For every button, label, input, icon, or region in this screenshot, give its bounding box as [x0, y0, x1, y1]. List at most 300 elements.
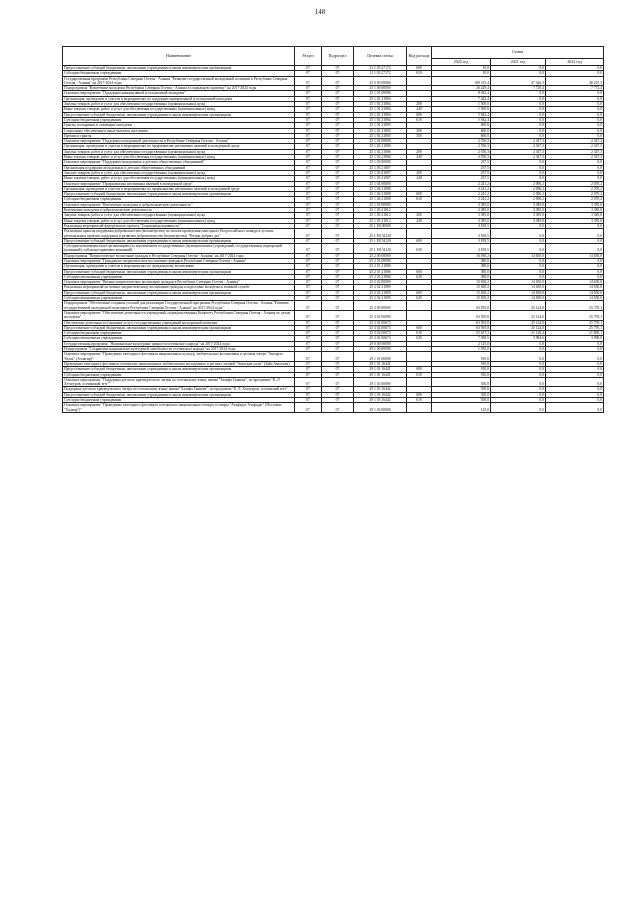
cell-subsection: 07	[322, 218, 354, 223]
cell-section: 07	[295, 165, 322, 170]
cell-target: 25 3 02 00673	[354, 331, 407, 336]
cell-sum-2021: 14 650,0	[491, 296, 546, 301]
cell-subsection: 07	[322, 398, 354, 403]
cell-expense-type: 600	[407, 392, 432, 397]
cell-sum-2021: 0,0	[491, 128, 546, 133]
cell-subsection: 07	[322, 176, 354, 181]
cell-sum-2020: 26 229,4	[432, 86, 491, 91]
cell-sum-2022: 25 795,1	[546, 301, 604, 311]
header-subsection: Подраздел	[322, 47, 354, 66]
cell-section: 07	[295, 347, 322, 352]
cell-sum-2022: 0,0	[546, 244, 604, 254]
cell-target: 25 1 E8 00000	[354, 223, 407, 228]
cell-target: 25 1 02 21806	[354, 149, 407, 154]
cell-sum-2020: 125,0	[432, 403, 491, 413]
cell-sum-2022: 0,0	[546, 160, 604, 165]
cell-subsection: 07	[322, 71, 354, 76]
cell-expense-type: 600	[407, 325, 432, 330]
cell-target: 25 1 E8 54120	[354, 229, 407, 239]
cell-sum-2021: 0,0	[491, 107, 546, 112]
cell-sum-2020: 16 030,2	[432, 253, 491, 258]
cell-section: 07	[295, 336, 322, 341]
cell-section: 07	[295, 403, 322, 413]
cell-subsection: 07	[322, 280, 354, 285]
cell-expense-type: 240	[407, 176, 432, 181]
cell-sum-2021: 0,0	[491, 176, 546, 181]
cell-sum-2022: 25 795,1	[546, 310, 604, 320]
table-row	[63, 403, 604, 413]
table-header	[63, 47, 604, 66]
cell-subsection: 07	[322, 269, 354, 274]
cell-sum-2020: 3 818,5	[432, 229, 491, 239]
cell-sum-2022: 7 772,4	[546, 86, 604, 91]
cell-sum-2022: 0,0	[546, 123, 604, 128]
cell-name: Субсидии бюджетным учреждениям	[63, 117, 295, 122]
cell-section: 07	[295, 91, 322, 96]
cell-sum-2022: 0,0	[546, 96, 604, 101]
cell-sum-2020: 2 556,3	[432, 155, 491, 160]
cell-subsection: 07	[322, 86, 354, 91]
header-sum: Сумма	[432, 47, 604, 59]
cell-name: Иные закупки товаров, работ и услуг для обеспечения государственных (муниципальных) нужд	[63, 107, 295, 112]
cell-subsection: 07	[322, 160, 354, 165]
cell-expense-type: 200	[407, 149, 432, 154]
budget-table-sheet	[62, 46, 603, 413]
cell-sum-2022: 0,0	[546, 367, 604, 372]
cell-section: 07	[295, 398, 322, 403]
cell-sum-2021: 0,0	[491, 96, 546, 101]
cell-sum-2022: 14 650,0	[546, 290, 604, 295]
cell-sum-2021: 0,0	[491, 91, 546, 96]
cell-target: 25 1 00 00000	[354, 86, 407, 91]
cell-sum-2021: 47 326,3	[491, 76, 546, 86]
cell-sum-2021: 0,0	[491, 66, 546, 71]
cell-sum-2021: 0,0	[491, 341, 546, 346]
cell-sum-2021: 0,0	[491, 403, 546, 413]
cell-subsection: 07	[322, 320, 354, 325]
cell-section: 07	[295, 280, 322, 285]
cell-target: 25 2 01 00000	[354, 258, 407, 263]
cell-subsection: 07	[322, 123, 354, 128]
cell-expense-type: 600	[407, 367, 432, 372]
cell-target: 25 1 03 21807	[354, 170, 407, 175]
cell-name: Гранты, поощрения и стипендии молодежи	[63, 123, 295, 128]
cell-sum-2020: 1 595,0	[432, 347, 491, 352]
cell-name: Закупка товаров, работ и услуг для обеспечения государственных (муниципальных) нужд	[63, 170, 295, 175]
cell-target: 21 1 03 27172	[354, 71, 407, 76]
cell-sum-2021: 3 385,0	[491, 213, 546, 218]
cell-expense-type: 630	[407, 244, 432, 254]
cell-section: 07	[295, 76, 322, 86]
cell-expense-type: 350	[407, 133, 432, 138]
cell-sum-2021: 0,0	[491, 269, 546, 274]
cell-sum-2021: 0,0	[491, 392, 546, 397]
cell-section: 07	[295, 117, 322, 122]
cell-sum-2021: 0,0	[491, 398, 546, 403]
cell-sum-2021: 3 385,0	[491, 202, 546, 207]
cell-section: 07	[295, 296, 322, 301]
cell-sum-2022: 14 650,0	[546, 253, 604, 258]
cell-sum-2021: 25 124,0	[491, 301, 546, 311]
cell-name: Основное мероприятие "Профилактика негативных явлений в молодежной среде"	[63, 181, 295, 186]
cell-sum-2020: 910,0	[432, 361, 491, 366]
cell-sum-2020: 237,5	[432, 170, 491, 175]
cell-target: 29 1 01 00000	[354, 352, 407, 362]
cell-subsection: 07	[322, 112, 354, 117]
cell-sum-2020: 350,0	[432, 392, 491, 397]
table-row	[63, 244, 604, 254]
cell-section: 07	[295, 301, 322, 311]
cell-sum-2021: 2 096,2	[491, 181, 546, 186]
cell-section: 07	[295, 112, 322, 117]
cell-subsection: 07	[322, 285, 354, 290]
cell-name: Основное мероприятие "Поддержка инициативной и талантливой молодежи"	[63, 91, 295, 96]
cell-sum-2021: 14 650,0	[491, 290, 546, 295]
cell-sum-2020: 15 650,2	[432, 290, 491, 295]
cell-name: Реализация практик поддержки добровольчества (волонтерства) по итогам проведения ежегодного Всероссийского конкурса лучших региональных практик поддержки и развития добровольчества (волонтерства) "Регион добрых дел"	[63, 229, 295, 239]
cell-section: 07	[295, 372, 322, 377]
cell-subsection: 07	[322, 403, 354, 413]
cell-sum-2022: 25 795,1	[546, 325, 604, 330]
cell-sum-2022: 2 347,3	[546, 139, 604, 144]
cell-section: 07	[295, 144, 322, 149]
cell-section: 07	[295, 96, 322, 101]
cell-name: Предоставление субсидий бюджетным, автономным учреждениям и иным некоммерческим организациям	[63, 367, 295, 372]
cell-target: 25 1 03 21807	[354, 165, 407, 170]
cell-sum-2021: 0,0	[491, 102, 546, 107]
cell-target: 21 1 03 27172	[354, 66, 407, 71]
cell-sum-2021: 0,0	[491, 229, 546, 239]
cell-sum-2020: 63 595,8	[432, 301, 491, 311]
cell-subsection: 07	[322, 208, 354, 213]
cell-section: 07	[295, 155, 322, 160]
cell-sum-2022: 3 385,0	[546, 208, 604, 213]
cell-target: 25 3 02 00673	[354, 336, 407, 341]
cell-section: 07	[295, 202, 322, 207]
table-row	[63, 76, 604, 86]
cell-name: Предоставление субсидий бюджетным, автономным учреждениям и иным некоммерческим организациям	[63, 192, 295, 197]
cell-sum-2021: 2 096,2	[491, 197, 546, 202]
cell-subsection: 07	[322, 213, 354, 218]
cell-target: 25 2 01 21806	[354, 264, 407, 269]
cell-section: 07	[295, 352, 322, 362]
cell-sum-2020: 3 385,0	[432, 213, 491, 218]
cell-sum-2020: 2 145,0	[432, 341, 491, 346]
cell-target: 25 2 02 21809	[354, 296, 407, 301]
cell-expense-type: 600	[407, 238, 432, 243]
cell-sum-2021: 0,0	[491, 123, 546, 128]
cell-target: 25 1 05 00000	[354, 202, 407, 207]
cell-section: 07	[295, 133, 322, 138]
cell-target: 25 1 02 00000	[354, 139, 407, 144]
cell-target: 25 3 02 00673	[354, 320, 407, 325]
cell-subsection: 07	[322, 361, 354, 366]
cell-sum-2022: 0,0	[546, 347, 604, 352]
cell-sum-2021: 0,0	[491, 387, 546, 392]
cell-sum-2021: 0,0	[491, 367, 546, 372]
cell-sum-2021: 2 096,2	[491, 192, 546, 197]
cell-sum-2022: 2 070,2	[546, 181, 604, 186]
cell-subsection: 07	[322, 347, 354, 352]
cell-sum-2020: 3 818,5	[432, 238, 491, 243]
cell-name: Основное мероприятие "Обеспечение деятельности учреждений, подведомственных Комитету Республики Северная Осетия - Алания по делам молодежи"	[63, 310, 295, 320]
cell-sum-2022: 0,0	[546, 66, 604, 71]
cell-target: 29 1 01 16441	[354, 367, 407, 372]
cell-target: 25 1 01 21805	[354, 128, 407, 133]
cell-name: Субсидии автономным учреждениям	[63, 336, 295, 341]
cell-subsection: 07	[322, 202, 354, 207]
cell-section: 07	[295, 367, 322, 372]
cell-target: 25 1 02 21806	[354, 144, 407, 149]
cell-sum-2022: 2 070,2	[546, 197, 604, 202]
cell-expense-type	[407, 310, 432, 320]
cell-target: 25 3 02 00000	[354, 310, 407, 320]
cell-sum-2020: 7 442,4	[432, 96, 491, 101]
cell-sum-2022: 0,0	[546, 387, 604, 392]
cell-target: 25 1 E8 54120	[354, 244, 407, 254]
cell-name: Основное мероприятие "Военно-патриотическое воспитание граждан в Республике Северная Осетия - Алания"	[63, 280, 295, 285]
cell-sum-2022: 0,0	[546, 128, 604, 133]
cell-subsection: 07	[322, 223, 354, 228]
cell-section: 07	[295, 223, 322, 228]
cell-subsection: 07	[322, 367, 354, 372]
cell-section: 07	[295, 253, 322, 258]
cell-sum-2020: 350,0	[432, 377, 491, 387]
cell-section: 07	[295, 341, 322, 346]
cell-sum-2022: 0,0	[546, 403, 604, 413]
cell-target: 25 1 04 21808	[354, 197, 407, 202]
cell-sum-2022: 0,0	[546, 238, 604, 243]
cell-name: Предоставление субсидий бюджетным, автономным учреждениям и иным некоммерческим организациям	[63, 290, 295, 295]
cell-subsection: 07	[322, 76, 354, 86]
cell-sum-2020: 63 595,8	[432, 320, 491, 325]
cell-target: 25 1 02 21806	[354, 155, 407, 160]
cell-name: Подпрограмма "Обеспечение создания условий для реализации Государственной программы Республики Северная Осетия - Алания "Развитие государственной молодежной политики в Республике Северная Осетия - Алания" на 2017-2024 годы"	[63, 301, 295, 311]
cell-section: 07	[295, 325, 322, 330]
cell-sum-2022: 3 385,0	[546, 218, 604, 223]
cell-sum-2020: 380,0	[432, 274, 491, 279]
cell-sum-2022: 0,0	[546, 274, 604, 279]
cell-sum-2022: 0,0	[546, 361, 604, 366]
cell-sum-2022: 2 070,2	[546, 186, 604, 191]
cell-name: Основное мероприятие "Вовлечение молодежи в добровольческую деятельность"	[63, 202, 295, 207]
cell-sum-2020: 3 818,5	[432, 244, 491, 254]
cell-target: 25 1 01 21804	[354, 117, 407, 122]
cell-section: 07	[295, 66, 322, 71]
cell-name: Вовлечение молодежи в добровольческую деятельность	[63, 208, 295, 213]
cell-expense-type: 610	[407, 331, 432, 336]
table-row	[63, 310, 604, 320]
page-number: 148	[314, 8, 326, 16]
cell-expense-type: 200	[407, 170, 432, 175]
cell-section: 07	[295, 186, 322, 191]
cell-sum-2021: 21 129,4	[491, 331, 546, 336]
cell-sum-2020: 1 500,0	[432, 102, 491, 107]
cell-section: 07	[295, 86, 322, 91]
cell-name: Закупка товаров, работ и услуг для обеспечения государственных (муниципальных) нужд	[63, 149, 295, 154]
cell-target: 25 1 04 21808	[354, 186, 407, 191]
cell-name: Обеспечение деятельности (оказание услуг) государственных учреждений молодежной политики	[63, 320, 295, 325]
cell-target: 29 1 03 16442	[354, 392, 407, 397]
cell-sum-2020: 910,0	[432, 352, 491, 362]
cell-expense-type	[407, 229, 432, 239]
cell-sum-2020: 2 241,2	[432, 197, 491, 202]
budget-table	[62, 46, 604, 413]
cell-expense-type: 200	[407, 102, 432, 107]
cell-target: 29 0 00 00000	[354, 341, 407, 346]
cell-section: 07	[295, 102, 322, 107]
cell-section: 07	[295, 197, 322, 202]
cell-sum-2021: 2 347,3	[491, 155, 546, 160]
cell-section: 07	[295, 208, 322, 213]
cell-target: 25 1 01 21804	[354, 96, 407, 101]
cell-expense-type: 600	[407, 290, 432, 295]
cell-section: 07	[295, 310, 322, 320]
cell-target: 25 2 00 00000	[354, 253, 407, 258]
cell-sum-2022: 3 990,0	[546, 336, 604, 341]
cell-subsection: 07	[322, 139, 354, 144]
cell-subsection: 07	[322, 155, 354, 160]
cell-sum-2022: 14 650,0	[546, 280, 604, 285]
cell-sum-2020: 3 385,0	[432, 218, 491, 223]
cell-sum-2021: 0,0	[491, 244, 546, 254]
cell-section: 07	[295, 392, 322, 397]
cell-target: 25 3 00 00000	[354, 301, 407, 311]
cell-name: Основное мероприятие "Проведение ежегодного фестиваля национальных культур, любительских коллективов в детском лагере "Ашхарта Уцлах" (Аллагир)"	[63, 352, 295, 362]
cell-expense-type: 240	[407, 155, 432, 160]
cell-subsection: 07	[322, 96, 354, 101]
cell-subsection: 07	[322, 336, 354, 341]
cell-sum-2022: 3 385,0	[546, 213, 604, 218]
cell-expense-type	[407, 377, 432, 387]
cell-sum-2021: 2 347,3	[491, 149, 546, 154]
cell-subsection: 07	[322, 264, 354, 269]
cell-subsection: 07	[322, 387, 354, 392]
cell-subsection: 07	[322, 296, 354, 301]
cell-sum-2020: 3 385,0	[432, 208, 491, 213]
cell-subsection: 07	[322, 341, 354, 346]
cell-expense-type: 600	[407, 112, 432, 117]
cell-name: Организация, проведение и участие в мероприятиях по профилактике негативных явлений в молодежной среде	[63, 186, 295, 191]
cell-subsection: 07	[322, 372, 354, 377]
cell-subsection: 07	[322, 165, 354, 170]
cell-subsection: 07	[322, 274, 354, 279]
cell-sum-2021: 0,0	[491, 264, 546, 269]
cell-subsection: 07	[322, 102, 354, 107]
cell-sum-2022: 0,0	[546, 107, 604, 112]
cell-sum-2020: 2 556,3	[432, 139, 491, 144]
cell-sum-2020: 600,0	[432, 133, 491, 138]
cell-sum-2021: 0,0	[491, 258, 546, 263]
cell-name: Организация, проведение и участие в мероприятиях по поддержке инициативной и талантливой молодежи	[63, 96, 295, 101]
cell-target: 29 1 01 16441	[354, 361, 407, 366]
cell-sum-2020: 63 595,8	[432, 325, 491, 330]
cell-sum-2021: 14 650,0	[491, 253, 546, 258]
cell-sum-2021: 0,0	[491, 165, 546, 170]
cell-target: 25 1 01 21805	[354, 133, 407, 138]
cell-sum-2022: 48 207,5	[546, 76, 604, 86]
cell-section: 07	[295, 285, 322, 290]
cell-sum-2021: 0,0	[491, 372, 546, 377]
cell-sum-2021: 0,0	[491, 347, 546, 352]
cell-expense-type: 620	[407, 296, 432, 301]
table-row	[63, 301, 604, 311]
cell-sum-2021: 0,0	[491, 223, 546, 228]
cell-name: Предоставление субсидий бюджетным, автономным учреждениям и иным некоммерческим организациям	[63, 325, 295, 330]
cell-sum-2022: 0,0	[546, 392, 604, 397]
cell-sum-2021: 14 650,0	[491, 280, 546, 285]
cell-name: Предоставление субсидий бюджетным, автономным учреждениям и иным некоммерческим организациям	[63, 112, 295, 117]
cell-subsection: 07	[322, 392, 354, 397]
cell-sum-2021: 0,0	[491, 274, 546, 279]
cell-name: Основное мероприятие "Гражданско-патриотическое воспитание граждан в Республике Северная Осетия - Алания"	[63, 258, 295, 263]
cell-sum-2020: 2 556,3	[432, 144, 491, 149]
cell-sum-2021: 14 650,0	[491, 285, 546, 290]
cell-sum-2022: 0,0	[546, 102, 604, 107]
cell-sum-2020: 2 241,2	[432, 186, 491, 191]
cell-target: 29 1 00 00000	[354, 347, 407, 352]
cell-section: 07	[295, 123, 322, 128]
cell-name: Предоставление субсидий бюджетным, автономным учреждениям и иным некоммерческим организациям	[63, 238, 295, 243]
table-body	[63, 66, 604, 413]
cell-expense-type	[407, 301, 432, 311]
cell-expense-type	[407, 76, 432, 86]
cell-target: 29 1 05 00000	[354, 403, 407, 413]
cell-section: 07	[295, 160, 322, 165]
cell-sum-2022: 0,0	[546, 112, 604, 117]
cell-sum-2020: 600,0	[432, 128, 491, 133]
cell-section: 07	[295, 71, 322, 76]
table-row	[63, 229, 604, 239]
cell-target: 25 1 05 21812	[354, 208, 407, 213]
cell-subsection: 07	[322, 192, 354, 197]
cell-subsection: 07	[322, 290, 354, 295]
cell-name: Премии и гранты	[63, 133, 295, 138]
cell-sum-2021: 25 124,0	[491, 320, 546, 325]
cell-name: Организация, проведение и участие в мероприятиях по профилактике негативных явлений в молодежной среде	[63, 144, 295, 149]
cell-sum-2020: 910,0	[432, 372, 491, 377]
cell-section: 07	[295, 176, 322, 181]
cell-sum-2020: 2 556,3	[432, 149, 491, 154]
cell-sum-2022: 0,0	[546, 165, 604, 170]
cell-target: 29 1 03 00000	[354, 377, 407, 387]
cell-sum-2021: 3 994,6	[491, 336, 546, 341]
cell-sum-2022: 0,0	[546, 372, 604, 377]
cell-section: 07	[295, 238, 322, 243]
cell-target: 25 1 01 00000	[354, 91, 407, 96]
cell-section: 07	[295, 264, 322, 269]
cell-section: 07	[295, 244, 322, 254]
cell-subsection: 07	[322, 301, 354, 311]
cell-name: Подпрограмма "Сохранение национально-культурной самобытности осетинского народа" на 2017-2024 годы	[63, 347, 295, 352]
cell-target: 25 1 01 21805	[354, 123, 407, 128]
cell-section: 07	[295, 361, 322, 366]
header-expense-type: Вид расхода	[407, 47, 432, 66]
cell-sum-2020: 350,0	[432, 398, 491, 403]
cell-sum-2021: 2 347,3	[491, 139, 546, 144]
cell-name: Субсидии бюджетным учреждениям	[63, 71, 295, 76]
cell-sum-2022: 0,0	[546, 133, 604, 138]
cell-sum-2022: 2 070,2	[546, 192, 604, 197]
cell-target: 25 1 05 21812	[354, 213, 407, 218]
cell-target: 25 1 03 00000	[354, 160, 407, 165]
cell-section: 07	[295, 274, 322, 279]
cell-name: Поддержка детского краеведческого лагеря по осетинскому языку имени "Хазифа Ганиева", по программе "К. Л. Хетагуров, осетинский зетт"	[63, 387, 295, 392]
cell-name: Проведение ежегодного фестиваля осетинских национальных любительских молодежных и детских лагерей "Амыгъам уалзг" (Зайл Амыгъам)	[63, 361, 295, 366]
cell-subsection: 07	[322, 186, 354, 191]
cell-sum-2022: 0,0	[546, 170, 604, 175]
cell-name: Государственная программа "Национально-культурные ценности осетинского народа" на 2017-2024 годы	[63, 341, 295, 346]
